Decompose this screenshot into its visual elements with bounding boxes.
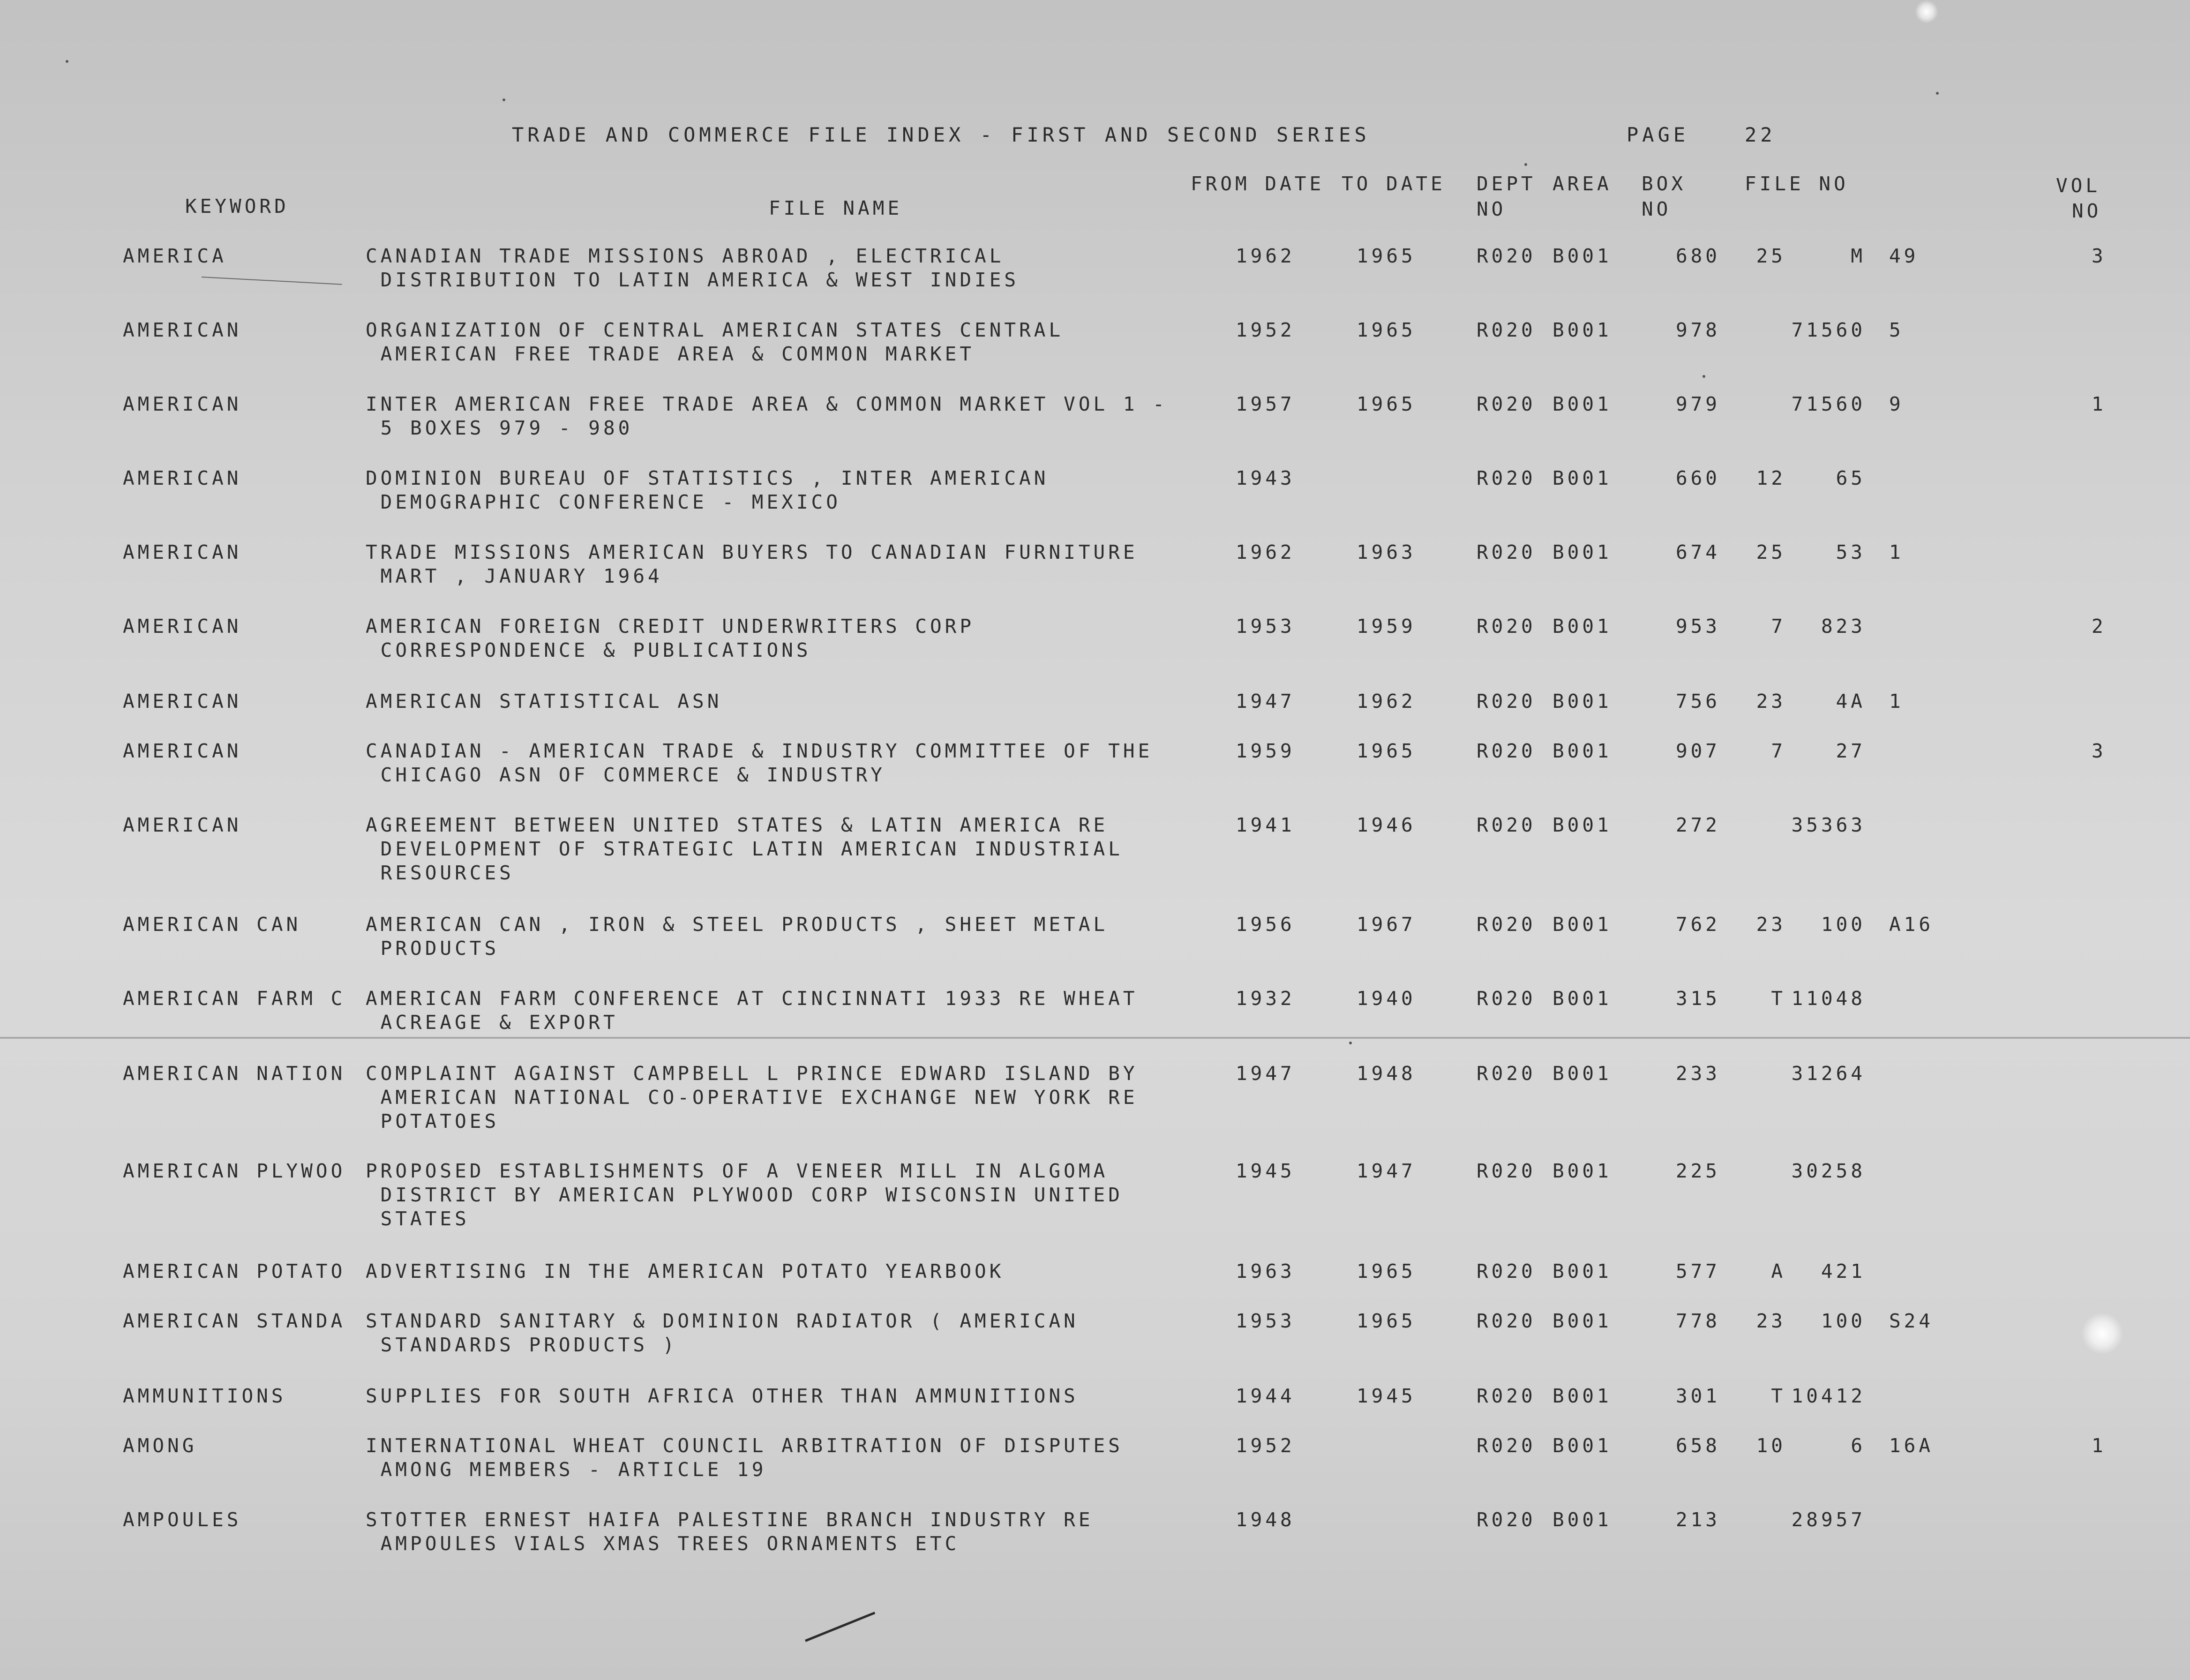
file-no-part-b: 6 [1851,1434,1866,1457]
from-date-cell: 1952 [1236,1434,1295,1457]
light-spot [2081,1312,2123,1355]
file-name-line: AMERICAN FARM CONFERENCE AT CINCINNATI 1933 RE WHEAT [366,987,1138,1010]
dept-no-cell: R020 [1477,913,1536,936]
area-cell: B001 [1552,393,1612,415]
keyword-cell: AMERICAN [123,467,242,489]
col-header-dept-no: NO [1477,198,1507,220]
area-cell: B001 [1552,1062,1612,1085]
file-no-part-b: 27 [1836,740,1866,762]
file-name-line: RESOURCES [366,862,514,884]
file-no-part-b: 823 [1821,615,1866,638]
file-no-part-a: 7 [1771,740,1786,762]
file-no-part-b: 71560 [1791,319,1866,341]
box-no-cell: 660 [1675,467,1720,489]
col-header-from-date: FROM DATE [1191,172,1325,195]
file-name-line: MART , JANUARY 1964 [366,565,663,587]
keyword-cell: AMERICAN [123,690,242,712]
file-name-line: PRODUCTS [366,937,500,960]
scratch-mark [202,277,342,285]
file-no-part-c: 5 [1889,319,1904,341]
file-name-line: POTATOES [366,1110,500,1132]
to-date-cell: 1959 [1357,615,1416,638]
dust-speck [1349,1042,1352,1044]
file-no-part-b: 100 [1821,1310,1866,1332]
to-date-cell: 1940 [1357,987,1416,1010]
area-cell: B001 [1552,1310,1612,1332]
dept-no-cell: R020 [1477,1260,1536,1282]
page-label: PAGE [1627,123,1689,146]
keyword-cell: AMERICAN PLYWOO [123,1160,346,1182]
dept-no-cell: R020 [1477,615,1536,638]
area-cell: B001 [1552,1160,1612,1182]
from-date-cell: 1945 [1236,1160,1295,1182]
dept-no-cell: R020 [1477,1434,1536,1457]
box-no-cell: 233 [1675,1062,1720,1085]
file-name-line: AMONG MEMBERS - ARTICLE 19 [366,1458,767,1481]
from-date-cell: 1953 [1236,615,1295,638]
file-name-line: PROPOSED ESTABLISHMENTS OF A VENEER MILL IN ALGOMA [366,1160,1109,1182]
keyword-cell: AMERICAN [123,541,242,563]
from-date-cell: 1943 [1236,467,1295,489]
dust-speck [66,60,68,63]
from-date-cell: 1962 [1236,245,1295,267]
keyword-cell: AMONG [123,1434,197,1457]
to-date-cell: 1965 [1357,319,1416,341]
vol-no-cell: 3 [2092,740,2107,762]
to-date-cell: 1967 [1357,913,1416,936]
page-number: 22 [1745,123,1776,146]
file-no-part-a: 7 [1771,615,1786,638]
from-date-cell: 1962 [1236,541,1295,563]
col-header-box-no: NO [1642,198,1672,220]
dept-no-cell: R020 [1477,319,1536,341]
to-date-cell: 1965 [1357,740,1416,762]
file-name-line: STOTTER ERNEST HAIFA PALESTINE BRANCH INDUSTRY RE [366,1508,1094,1531]
dust-speck [1524,163,1527,166]
index-title: TRADE AND COMMERCE FILE INDEX - FIRST AND SECOND SERIES [512,123,1370,146]
file-no-part-a: T [1771,987,1786,1010]
keyword-cell: AMERICAN [123,319,242,341]
file-name-line: AMERICAN NATIONAL CO-OPERATIVE EXCHANGE NEW YORK RE [366,1086,1138,1109]
keyword-cell: AMERICAN [123,740,242,762]
scratch-mark [805,1612,875,1642]
file-name-line: CHICAGO ASN OF COMMERCE & INDUSTRY [366,764,885,786]
file-name-line: AMERICAN CAN , IRON & STEEL PRODUCTS , SHEET METAL [366,913,1109,936]
box-no-cell: 978 [1675,319,1720,341]
box-no-cell: 315 [1675,987,1720,1010]
box-no-cell: 658 [1675,1434,1720,1457]
file-name-line: STANDARD SANITARY & DOMINION RADIATOR ( AMERICAN [366,1310,1079,1332]
file-name-line: AMERICAN FOREIGN CREDIT UNDERWRITERS CORP [366,615,975,638]
from-date-cell: 1953 [1236,1310,1295,1332]
dept-no-cell: R020 [1477,740,1536,762]
keyword-cell: AMERICAN STANDA [123,1310,346,1332]
dept-no-cell: R020 [1477,541,1536,563]
dept-no-cell: R020 [1477,1508,1536,1531]
file-no-part-a: 23 [1756,690,1786,712]
file-no-part-a: 10 [1756,1434,1786,1457]
dept-no-cell: R020 [1477,1310,1536,1332]
to-date-cell: 1946 [1357,814,1416,836]
file-name-line: ACREAGE & EXPORT [366,1011,618,1034]
vol-no-cell: 1 [2092,393,2107,415]
file-no-part-b: 4A [1836,690,1866,712]
box-no-cell: 225 [1675,1160,1720,1182]
col-header-vol: VOL [2056,174,2101,197]
file-no-part-a: 12 [1756,467,1786,489]
file-name-line: CANADIAN TRADE MISSIONS ABROAD , ELECTRICAL [366,245,1005,267]
area-cell: B001 [1552,615,1612,638]
file-name-line: CANADIAN - AMERICAN TRADE & INDUSTRY COMMITTEE OF THE [366,740,1153,762]
file-no-part-b: 31264 [1791,1062,1866,1085]
file-name-line: DISTRIBUTION TO LATIN AMERICA & WEST INDIES [366,269,1020,291]
keyword-cell: AMPOULES [123,1508,242,1531]
file-no-part-a: 23 [1756,1310,1786,1332]
dust-speck [1702,375,1705,378]
file-no-part-a: 23 [1756,913,1786,936]
file-name-line: DEVELOPMENT OF STRATEGIC LATIN AMERICAN INDUSTRIAL [366,838,1123,860]
area-cell: B001 [1552,1434,1612,1457]
from-date-cell: 1944 [1236,1385,1295,1407]
file-name-line: INTER AMERICAN FREE TRADE AREA & COMMON MARKET VOL 1 - [366,393,1168,415]
file-no-part-c: S24 [1889,1310,1934,1332]
keyword-cell: AMERICAN POTATO [123,1260,346,1282]
file-name-line: AMERICAN FREE TRADE AREA & COMMON MARKET [366,343,975,365]
col-header-area: AREA [1552,172,1612,195]
file-no-part-b: 100 [1821,913,1866,936]
file-no-part-a: A [1771,1260,1786,1282]
file-name-line: CORRESPONDENCE & PUBLICATIONS [366,639,811,661]
to-date-cell: 1965 [1357,1310,1416,1332]
file-name-line: SUPPLIES FOR SOUTH AFRICA OTHER THAN AMMUNITIONS [366,1385,1079,1407]
area-cell: B001 [1552,690,1612,712]
box-no-cell: 953 [1675,615,1720,638]
area-cell: B001 [1552,467,1612,489]
file-name-line: INTERNATIONAL WHEAT COUNCIL ARBITRATION OF DISPUTES [366,1434,1123,1457]
to-date-cell: 1965 [1357,245,1416,267]
dept-no-cell: R020 [1477,393,1536,415]
file-no-part-b: 11048 [1791,987,1866,1010]
area-cell: B001 [1552,1260,1612,1282]
file-name-line: DOMINION BUREAU OF STATISTICS , INTER AMERICAN [366,467,1049,489]
col-header-vol-no: NO [2072,200,2102,222]
file-no-part-b: 53 [1836,541,1866,563]
box-no-cell: 979 [1675,393,1720,415]
area-cell: B001 [1552,1385,1612,1407]
col-header-file-name: FILE NAME [769,197,903,219]
file-no-part-c: 9 [1889,393,1904,415]
file-name-line: AMPOULES VIALS XMAS TREES ORNAMENTS ETC [366,1532,960,1555]
to-date-cell: 1962 [1357,690,1416,712]
keyword-cell: AMMUNITIONS [123,1385,286,1407]
file-name-line: STANDARDS PRODUCTS ) [366,1334,678,1356]
area-cell: B001 [1552,541,1612,563]
box-no-cell: 680 [1675,245,1720,267]
col-header-dept: DEPT [1477,172,1536,195]
keyword-cell: AMERICA [123,245,227,267]
box-no-cell: 778 [1675,1310,1720,1332]
file-name-line: ORGANIZATION OF CENTRAL AMERICAN STATES CENTRAL [366,319,1064,341]
dept-no-cell: R020 [1477,1160,1536,1182]
to-date-cell: 1963 [1357,541,1416,563]
area-cell: B001 [1552,1508,1612,1531]
vol-no-cell: 1 [2092,1434,2107,1457]
file-no-part-b: M [1851,245,1866,267]
keyword-cell: AMERICAN CAN [123,913,301,936]
keyword-cell: AMERICAN FARM C [123,987,346,1010]
dept-no-cell: R020 [1477,1385,1536,1407]
file-no-part-b: 71560 [1791,393,1866,415]
light-spot [1915,0,1938,23]
file-name-line: AGREEMENT BETWEEN UNITED STATES & LATIN AMERICA RE [366,814,1109,836]
from-date-cell: 1959 [1236,740,1295,762]
file-name-line: AMERICAN STATISTICAL ASN [366,690,722,712]
dept-no-cell: R020 [1477,467,1536,489]
keyword-cell: AMERICAN NATION [123,1062,346,1085]
file-no-part-a: 25 [1756,245,1786,267]
from-date-cell: 1957 [1236,393,1295,415]
box-no-cell: 272 [1675,814,1720,836]
col-header-keyword: KEYWORD [185,195,289,218]
vol-no-cell: 3 [2092,245,2107,267]
file-no-part-a: T [1771,1385,1786,1407]
box-no-cell: 301 [1675,1385,1720,1407]
from-date-cell: 1941 [1236,814,1295,836]
dept-no-cell: R020 [1477,245,1536,267]
box-no-cell: 756 [1675,690,1720,712]
from-date-cell: 1932 [1236,987,1295,1010]
from-date-cell: 1948 [1236,1508,1295,1531]
from-date-cell: 1947 [1236,1062,1295,1085]
col-header-box: BOX [1642,172,1687,195]
dust-speck [1936,92,1939,95]
file-name-line: TRADE MISSIONS AMERICAN BUYERS TO CANADIAN FURNITURE [366,541,1138,563]
film-splice-line [0,1037,2190,1039]
file-no-part-b: 421 [1821,1260,1866,1282]
dust-speck [502,98,505,101]
area-cell: B001 [1552,740,1612,762]
file-no-part-a: 25 [1756,541,1786,563]
box-no-cell: 674 [1675,541,1720,563]
file-no-part-c: 1 [1889,690,1904,712]
file-name-line: DISTRICT BY AMERICAN PLYWOOD CORP WISCONSIN UNITED [366,1184,1123,1206]
file-no-part-c: 1 [1889,541,1904,563]
file-name-line: DEMOGRAPHIC CONFERENCE - MEXICO [366,491,841,513]
file-name-line: COMPLAINT AGAINST CAMPBELL L PRINCE EDWARD ISLAND BY [366,1062,1138,1085]
box-no-cell: 762 [1675,913,1720,936]
to-date-cell: 1965 [1357,393,1416,415]
area-cell: B001 [1552,913,1612,936]
dept-no-cell: R020 [1477,987,1536,1010]
file-no-part-b: 28957 [1791,1508,1866,1531]
file-no-part-b: 65 [1836,467,1866,489]
file-no-part-b: 35363 [1791,814,1866,836]
to-date-cell: 1948 [1357,1062,1416,1085]
area-cell: B001 [1552,245,1612,267]
keyword-cell: AMERICAN [123,615,242,638]
file-name-line: STATES [366,1208,470,1230]
dept-no-cell: R020 [1477,690,1536,712]
vol-no-cell: 2 [2092,615,2107,638]
file-no-part-c: 16A [1889,1434,1934,1457]
file-no-part-b: 30258 [1791,1160,1866,1182]
box-no-cell: 907 [1675,740,1720,762]
from-date-cell: 1956 [1236,913,1295,936]
dept-no-cell: R020 [1477,1062,1536,1085]
file-name-line: 5 BOXES 979 - 980 [366,417,633,439]
to-date-cell: 1965 [1357,1260,1416,1282]
file-no-part-c: 49 [1889,245,1919,267]
file-name-line: ADVERTISING IN THE AMERICAN POTATO YEARBOOK [366,1260,1005,1282]
file-no-part-c: A16 [1889,913,1934,936]
from-date-cell: 1952 [1236,319,1295,341]
file-no-part-b: 10412 [1791,1385,1866,1407]
box-no-cell: 213 [1675,1508,1720,1531]
area-cell: B001 [1552,987,1612,1010]
to-date-cell: 1947 [1357,1160,1416,1182]
box-no-cell: 577 [1675,1260,1720,1282]
keyword-cell: AMERICAN [123,393,242,415]
col-header-to-date: TO DATE [1342,172,1446,195]
to-date-cell: 1945 [1357,1385,1416,1407]
from-date-cell: 1947 [1236,690,1295,712]
keyword-cell: AMERICAN [123,814,242,836]
from-date-cell: 1963 [1236,1260,1295,1282]
area-cell: B001 [1552,319,1612,341]
area-cell: B001 [1552,814,1612,836]
col-header-file-no: FILE NO [1745,172,1849,195]
dept-no-cell: R020 [1477,814,1536,836]
